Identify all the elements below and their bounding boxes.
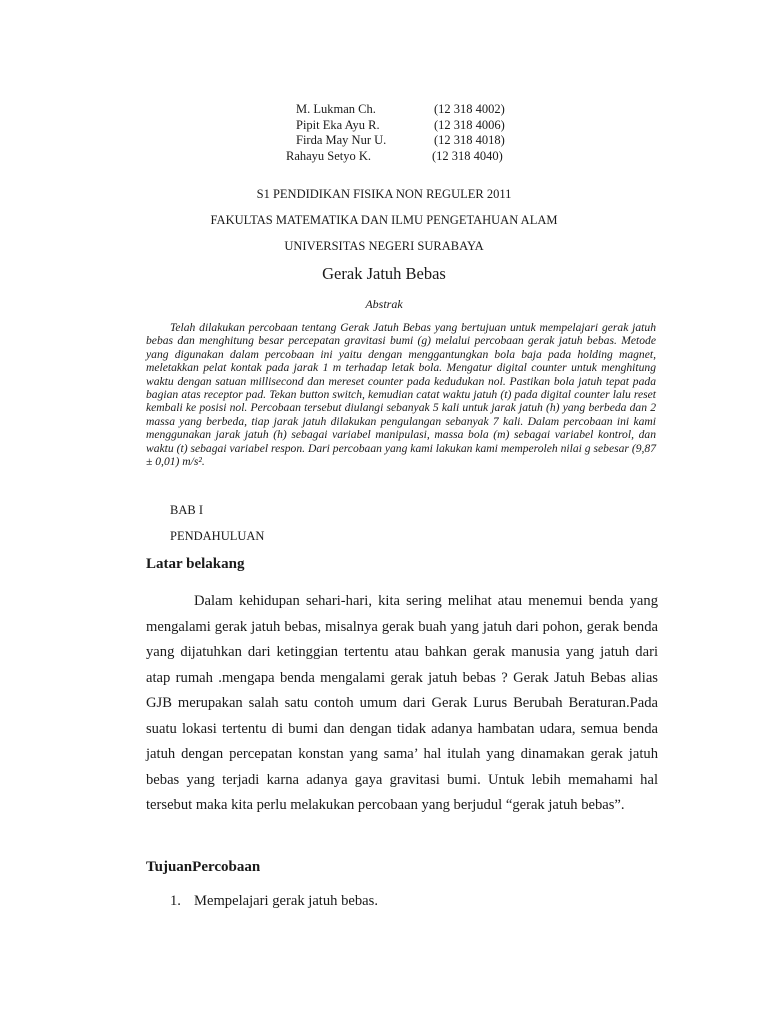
author-row xyxy=(280,117,540,133)
section-heading-background: Latar belakang xyxy=(146,556,245,572)
author-nim: (12 318 4002) xyxy=(434,102,505,116)
chapter-number: BAB I xyxy=(170,503,203,517)
faculty-name: FAKULTAS MATEMATIKA DAN ILMU PENGETAHUAN ALAM xyxy=(210,213,558,227)
document-title: Gerak Jatuh Bebas xyxy=(322,264,446,283)
chapter-name: PENDAHULUAN xyxy=(170,529,265,543)
program-name: S1 PENDIDIKAN FISIKA NON REGULER 2011 xyxy=(256,187,512,201)
list-item-number: 1. xyxy=(170,893,181,909)
author-name: M. Lukman Ch. xyxy=(296,102,376,116)
abstract-heading: Abstrak xyxy=(365,297,403,311)
author-row xyxy=(280,148,540,164)
list-item-text: Mempelajari gerak jatuh bebas. xyxy=(194,893,378,909)
author-nim: (12 318 4018) xyxy=(434,133,505,147)
list-item xyxy=(170,893,378,910)
author-row xyxy=(280,101,540,117)
author-name: Pipit Eka Ayu R. xyxy=(296,117,380,132)
author-list xyxy=(280,101,540,163)
background-paragraph: Dalam kehidupan sehari-hari, kita sering melihat atau menemui benda yang mengalami gerak jatuh bebas, misalnya gerak buah yang jatuh dari pohon, gerak benda yang dijatuhkan dari ketinggian tertentu atau bahkan gerak manusia yang jatuh dari atap rumah .mengapa benda mengalami gerak jatuh bebas ? Gerak Jatuh Bebas alias GJB merupakan salah satu contoh umum dari Gerak Lurus Berubah Beraturan.Pada suatu lokasi tertentu di bumi dan dengan tidak adanya hambatan udara, semua benda jatuh dengan percepatan konstan yang sama’ hal itulah yang dinamakan gerak jatuh bebas yang terjadi karna adanya gaya gravitasi bumi. Untuk lebih memahami hal tersebut maka kita perlu melakukan percobaan yang berjudul “gerak jatuh bebas”. xyxy=(146,593,658,813)
abstract-text: Telah dilakukan percobaan tentang Gerak Jatuh Bebas yang bertujuan untuk mempelajari gerak jatuh bebas dan menghitung besar percepatan gravitasi bumi (g) melalui percobaan gerak jatuh bebas. Metode yang digunakan dalam percobaan ini yaitu dengan menggantungkan bola baja pada holding magnet, meletakkan pelat kontak pada jarak 1 m terhadap letak bola. Mengatur digital counter untuk menghitung waktu dengan satuan millisecond dan mereset counter pada kedudukan nol. Pastikan bola jatuh tepat pada bagian atas receptor pad. Tekan button switch, kemudian catat waktu jatuh (t) pada digital counter lalu reset kembali ke posisi nol. Percobaan tersebut diulangi sebanyak 5 kali untuk jarak jatuh (h) yang berbeda dan 2 massa yang berbeda, tiap jarak jatuh dilakukan pengulangan sebanyak 7 kali. Dalam percobaan ini kami menggunakan jarak jatuh (h) sebagai variabel manipulasi, massa bola (m) sebagai variabel kontrol, dan waktu (t) sebagai variabel respon. Dari percobaan yang kami lakukan kami memperoleh nilai g sebesar (9,87 ± 0,01) m/s². xyxy=(146,321,656,469)
author-name: Rahayu Setyo K. xyxy=(286,148,372,163)
author-row xyxy=(280,132,540,148)
university-name: UNIVERSITAS NEGERI SURABAYA xyxy=(284,239,484,253)
author-nim: (12 318 4040) xyxy=(432,148,503,163)
author-name: Firda May Nur U. xyxy=(296,133,387,147)
section-heading-objectives: TujuanPercobaan xyxy=(146,859,261,875)
author-nim: (12 318 4006) xyxy=(434,117,505,132)
